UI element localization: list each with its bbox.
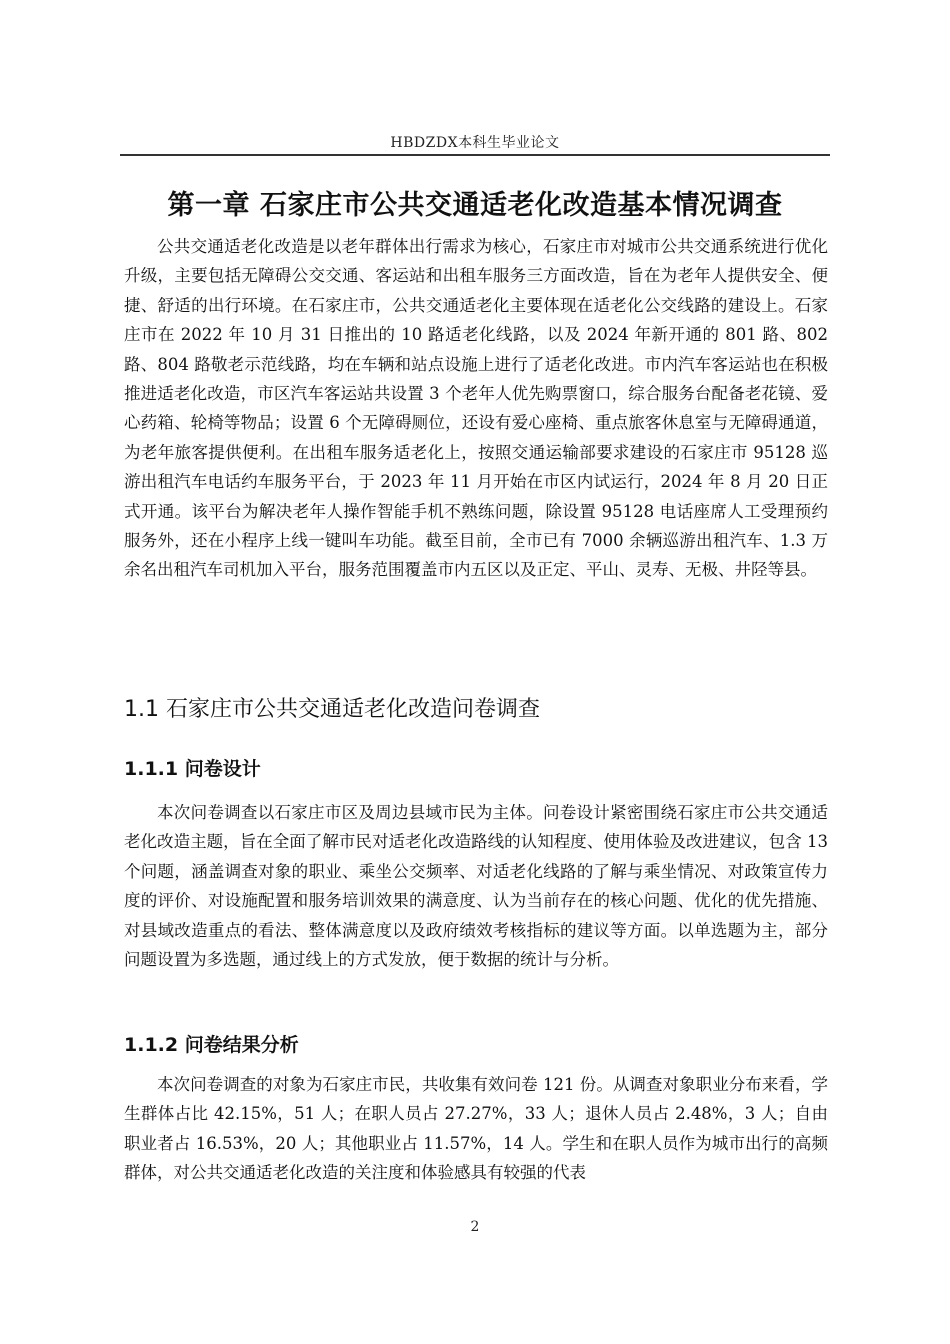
running-header: HBDZDX本科生毕业论文 — [390, 135, 560, 151]
questionnaire-design-paragraph: 本次问卷调查以石家庄市区及周边县域市民为主体。问卷设计紧密围绕石家庄市公共交通适老化改造主题，旨在全面了解市民对适老化改造路线的认知程度、使用体验及改进建议，包含 13 个问题，涵盖调查对象的职业、乘坐公交频率、对适老化线路的了解与乘坐情况、对政策宣传力度的评价、对设施配置和服务培训效果的满意度、认为当前存在的核心问题、优化的优先措施、对县域改造重点的看法、整体满意度以及政府绩效考核指标的建议等方面。以单选题为主，部分问题设置为多选题，通过线上的方式发放，便于数据的统计与分析。 — [124, 803, 828, 970]
subsection-title-1-1-2: 1.1.2 问卷结果分析 — [124, 1034, 299, 1056]
questionnaire-results-paragraph: 本次问卷调查的对象为石家庄市民，共收集有效问卷 121 份。从调查对象职业分布来看，学生群体占比 42.15%，51 人；在职人员占 27.27%，33 人；退休人员占 2.48%，3 人；自由职业者占 16.53%，20 人；其他职业占 11.57%，14 人。学生和在职人员作为城市出行的高频群体，对公共交通适老化改造的关注度和体验感具有较强的代表 — [124, 1075, 828, 1183]
chapter-intro-paragraph: 公共交通适老化改造是以老年群体出行需求为核心，石家庄市对城市公共交通系统进行优化升级，主要包括无障碍公交交通、客运站和出租车服务三方面改造，旨在为老年人提供安全、便捷、舒适的出行环境。在石家庄市，公共交通适老化主要体现在适老化公交线路的建设上。石家庄市在 2022 年 10 月 31 日推出的 10 路适老化线路，以及 2024 年新开通的 801 路、802 路、804 路敬老示范线路，均在车辆和站点设施上进行了适老化改进。市内汽车客运站也在积极推进适老化改造，市区汽车客运站共设置 3 个老年人优先购票窗口，综合服务台配备老花镜、爱心药箱、轮椅等物品；设置 6 个无障碍厕位，还设有爱心座椅、重点旅客休息室与无障碍通道，为老年旅客提供便利。在出租车服务适老化上，按照交通运输部要求建设的石家庄市 95128 巡游出租汽车电话约车服务平台，于 2023 年 11 月开始在市区内试运行，2024 年 8 月 20 日正式开通。该平台为解决老年人操作智能手机不熟练问题，除设置 95128 电话座席人工受理预约服务外，还在小程序上线一键叫车功能。截至目前，全市已有 7000 余辆巡游出租汽车、1.3 万余名出租汽车司机加入平台，服务范围覆盖市内五区以及正定、平山、灵寿、无极、井陉等县。 — [124, 237, 828, 580]
section-title-1-1: 1.1 石家庄市公共交通适老化改造问卷调查 — [124, 697, 540, 722]
page-number: 2 — [470, 1219, 480, 1235]
subsection-title-1-1-1: 1.1.1 问卷设计 — [124, 758, 261, 780]
header-divider — [120, 154, 830, 156]
chapter-title: 第一章 石家庄市公共交通适老化改造基本情况调查 — [167, 190, 783, 221]
